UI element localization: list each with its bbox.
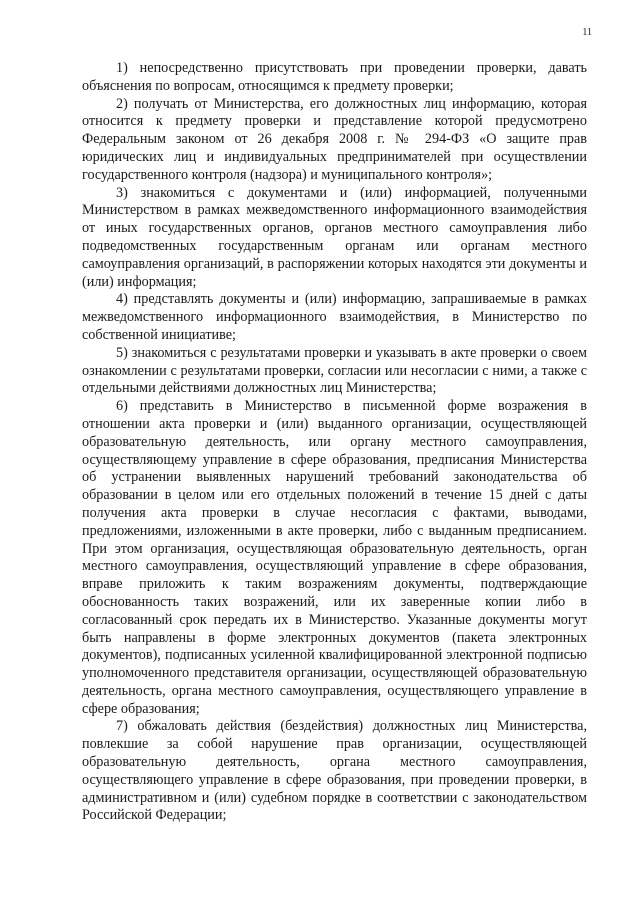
paragraph-item-7: 7) обжаловать действия (бездействия) должностных лиц Министерства, повлекшие за собой нарушение прав организации, осуществляющей образовательную деятельность, органа местного самоуправления, осуществляющего управление в сфере образования, при проведении проверки, в административном и (или) судебном порядке в соответствии с законодательством Российской Федерации; [82, 718, 587, 824]
page-number: 11 [582, 27, 592, 38]
paragraph-item-6: 6) представить в Министерство в письменной форме возражения в отношении акта проверки и (или) выданного организации, осуществляющей образовательную деятельность, или органу местного самоуправления, осуществляющему управление в сфере образования, предписания Министерства об устранении выявленных нарушений требований законодательства об образовании в целом или его отдельных положений в течение 15 дней с даты получения акта проверки в случае несогласия с фактами, выводами, предложениями, изложенными в акте проверки, либо с выданным предписанием. При этом организация, осуществляющая образовательную деятельность, орган местного самоуправления, осуществляющий управление в сфере образования, вправе приложить к таким возражениям документы, подтверждающие обоснованность таких возражений, или их заверенные копии либо в согласованный срок передать их в Министерство. Указанные документы могут быть направлены в форме электронных документов (пакета электронных документов), подписанных усиленной квалифицированной электронной подписью уполномоченного представителя организации, осуществляющей образовательную деятельность, органа местного самоуправления, осуществляющего управление в сфере образования; [82, 398, 587, 717]
paragraph-item-4: 4) представлять документы и (или) информацию, запрашиваемые в рамках межведомственного информационного взаимодействия, в Министерство по собственной инициативе; [82, 291, 587, 343]
paragraph-item-3: 3) знакомиться с документами и (или) информацией, полученными Министерством в рамках межведомственного информационного взаимодействия от иных государственных органов, органов местного самоуправления либо подведомственных государственным органам или органам местного самоуправления организаций, в распоряжении которых находятся эти документы и (или) информация; [82, 184, 587, 290]
paragraph-item-5: 5) знакомиться с результатами проверки и указывать в акте проверки о своем ознакомлении с результатами проверки, согласии или несогласии с ними, а также с отдельными действиями должностных лиц Министерства; [82, 344, 587, 397]
paragraph-item-2: 2) получать от Министерства, его должностных лиц информацию, которая относится к предмету проверки и представление которой предусмотрено Федеральным законом от 26 декабря 2008 г. № 294-ФЗ «О защите прав юридических лиц и индивидуальных предпринимателей при осуществлении государственного контроля (надзора) и муниципального контроля»; [82, 95, 587, 183]
document-body [82, 60, 587, 825]
paragraph-item-1: 1) непосредственно присутствовать при проведении проверки, давать объяснения по вопросам, относящимся к предмету проверки; [82, 60, 587, 94]
